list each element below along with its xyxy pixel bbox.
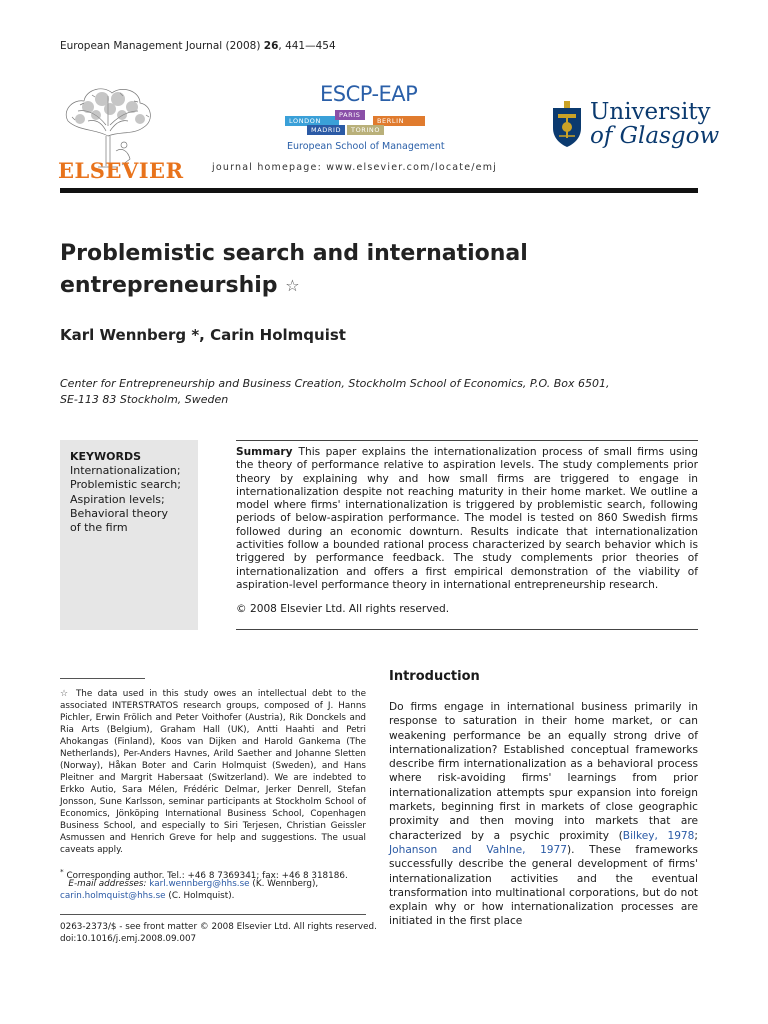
journal-reference <box>60 40 336 52</box>
acknowledgement-footnote <box>60 688 366 856</box>
citation-link[interactable]: Bilkey, 1978 <box>622 829 695 842</box>
journal-homepage: journal homepage: www.elsevier.com/locate/emj <box>212 162 497 173</box>
introduction-heading: Introduction <box>389 669 480 684</box>
acknowledgement-text: The data used in this study owes an intellectual debt to the associated INTERSTRATOS research groups, composed of J. Hanns Pichler, Erwin Frölich and Peter Voithofer (Austria), Rik Donckels and Ria Arts (Belgium), Graham Hall (UK), Antti Haahti and Petri Ahokangas (Finland), Koos van Dijken and Harold Gankema (The Netherlands), Per-Anders Havnes, Arild Saether and Johanne Sletten (Norway), Håkan Boter and Carin Holmquist (Sweden), and Hans Pleitner and Margrit Habersaat (Switzerland). We are indebted to Erkko Autio, Sara Mélen, Frédéric Delmar, Jerker Denrell, Stefan Jonsson, Sune Karlsson, seminar participants at Stockholm School of Economics, Jönköping International Business School, Copenhagen Business School, and especially to Siri Terjesen, Christian Geissler Asmussen and Henrich Greve for help and suggestions. The usual caveats apply. <box>60 689 366 855</box>
issn-line: 0263-2373/$ - see front matter © 2008 Elsevier Ltd. All rights reserved. <box>60 922 377 932</box>
escp-logo-title: ESCP-EAP <box>320 82 418 106</box>
abstract-rule-bottom <box>236 629 698 630</box>
email-owner: (K. Wennberg), <box>249 879 319 889</box>
title-line1: Problemistic search and international <box>60 241 528 266</box>
corresponding-text: Corresponding author. Tel.: +46 8 7369341; fax: +46 8 318186. <box>66 870 348 881</box>
keyword-item: Behavioral theory <box>70 506 168 520</box>
glasgow-line1: University <box>590 99 711 125</box>
keywords-heading: KEYWORDS <box>70 450 142 463</box>
city-berlin: BERLIN <box>373 116 425 126</box>
abstract-text: This paper explains the internationalization process of small firms using the theory of performance relative to aspiration levels. The study complements prior theory by explaining why and how small firms are triggered to engage in internationalization despite not reaching maturity in their home market. We outline a model where firms' internationalization is triggered by problemistic search, following periods of below-aspiration performance. The model is tested on 860 Swedish firms followed during an economic downturn. Results indicate that internationalization activities follow a bounded rational process characterized by search behavior which is triggered by performance feedback. The study complements prior theories of internationalization and offers a first empirical demonstration of the viability of aspiration-level performance theory in international entrepreneurship research. <box>236 446 698 591</box>
doi-line[interactable]: doi:10.1016/j.emj.2008.09.007 <box>60 934 197 944</box>
authors: Karl Wennberg *, Carin Holmquist <box>60 326 346 344</box>
keyword-item: of the firm <box>70 521 128 535</box>
journal-volume: 26 <box>263 40 279 52</box>
email-link[interactable]: carin.holmquist@hhs.se <box>60 891 166 901</box>
abstract-copyright: © 2008 Elsevier Ltd. All rights reserved. <box>236 603 450 615</box>
email-label: E-mail addresses: <box>68 879 147 889</box>
keywords-list <box>70 464 181 535</box>
elsevier-wordmark: ELSEVIER <box>58 158 184 183</box>
affiliation-line1: Center for Entrepreneurship and Business Creation, Stockholm School of Economics, P.O. Box 6501, <box>60 377 610 390</box>
abstract <box>236 446 698 592</box>
email-footnote <box>60 878 366 902</box>
keyword-item: Aspiration levels; <box>70 492 165 506</box>
city-london: LONDON <box>285 116 339 126</box>
journal-pages: , 441—454 <box>278 40 336 52</box>
intro-text-before: Do firms engage in international business primarily in response to saturation in their home market, or can weakening performance be an equally strong drive of internationalization? Established conceptual frameworks describe firm internationalization as a behavioral process where risk-avoiding firms' learnings from prior internationalization attempts spur expansion into foreign markets, beginning first in markets of close geographic proximity and then moving into markets that are characterized by a psychic proximity ( <box>389 701 698 842</box>
keyword-item: Internationalization; <box>70 464 181 477</box>
glasgow-crest-icon <box>550 100 584 148</box>
city-paris: PARIS <box>335 110 365 120</box>
abstract-rule-top <box>236 440 698 441</box>
city-torino: TORINO <box>347 125 384 135</box>
footnote-star-icon: ☆ <box>60 689 71 699</box>
citation-separator: ; <box>694 829 698 842</box>
title-line2-text: entrepreneurship <box>60 273 278 298</box>
article-title <box>60 238 620 302</box>
escp-subtitle: European School of Management <box>287 141 445 152</box>
title-footnote-star-icon: ☆ <box>285 276 300 295</box>
glasgow-line2: of Glasgow <box>590 123 720 149</box>
asterisk-symbol: * <box>60 867 64 876</box>
escp-city-banner <box>285 110 425 136</box>
email-owner: (C. Holmquist). <box>165 891 235 901</box>
title-line2 <box>60 270 620 302</box>
abstract-label: Summary <box>236 446 293 458</box>
affiliation <box>60 376 609 407</box>
affiliation-line2: SE-113 83 Stockholm, Sweden <box>60 392 229 406</box>
journal-name: European Management Journal (2008) <box>60 40 264 52</box>
introduction-body <box>389 700 698 929</box>
intro-text-after: ). These frameworks successfully describe the general development of firms' internationalization activities and the eventual transformation into multinational corporations, but do not explain why or how internationalization processes are initiated in the first place <box>389 843 698 928</box>
bottom-rule <box>60 914 366 915</box>
university-of-glasgow-wordmark <box>590 100 719 148</box>
citation-link[interactable]: Johanson and Vahlne, 1977 <box>389 843 568 856</box>
header-rule <box>60 188 698 193</box>
city-madrid: MADRID <box>307 125 345 135</box>
email-link[interactable]: karl.wennberg@hhs.se <box>149 879 250 889</box>
footnote-rule <box>60 678 145 679</box>
keyword-item: Problemistic search; <box>70 478 181 492</box>
